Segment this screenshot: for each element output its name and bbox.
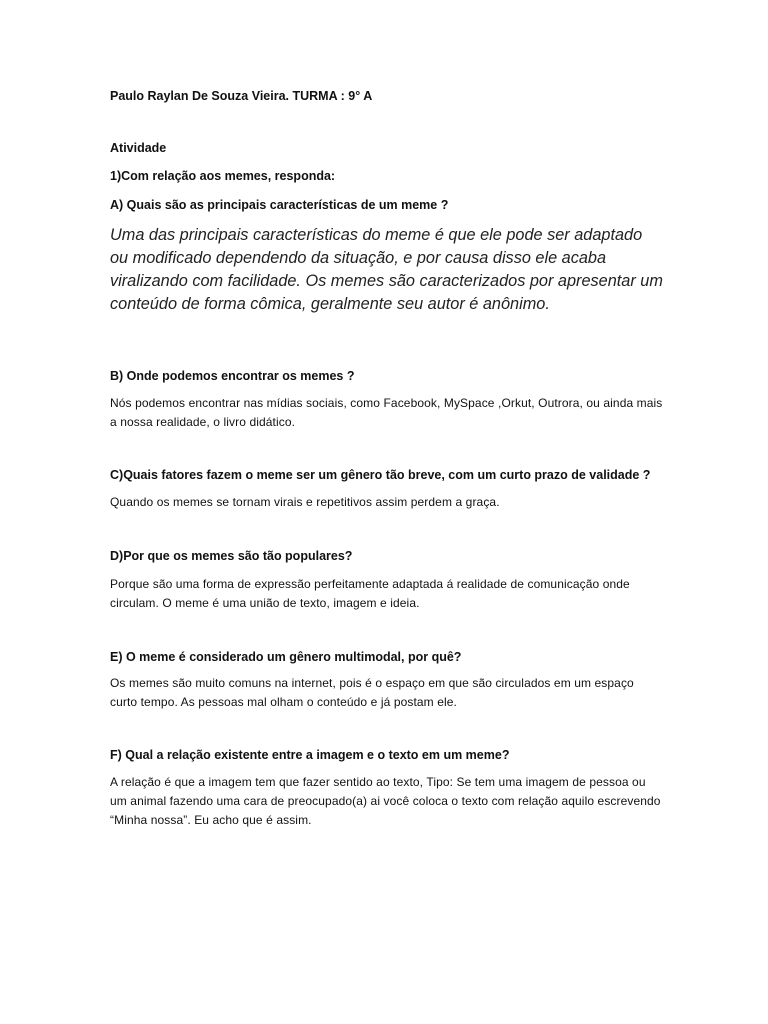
answer-f: A relação é que a imagem tem que fazer sentido ao texto, Tipo: Se tem uma imagem de pessoa ou um animal fazendo uma cara de preocupado(a) ai você coloca o texto com relação aquilo escrevendo “Minha nossa”. Eu acho que é assim. — [110, 775, 661, 827]
question-b: B) Onde podemos encontrar os memes ? — [110, 369, 355, 383]
activity-title: Atividade — [110, 141, 167, 155]
question-d: D)Por que os memes são tão populares? — [110, 549, 353, 563]
question-c: C)Quais fatores fazem o meme ser um gênero tão breve, com um curto prazo de validade ? — [110, 468, 651, 482]
author-line: Paulo Raylan De Souza Vieira. TURMA : 9° A — [110, 89, 373, 103]
answer-c: Quando os memes se tornam virais e repetitivos assim perdem a graça. — [110, 495, 500, 509]
question-e: E) O meme é considerado um gênero multimodal, por quê? — [110, 650, 462, 664]
answer-e: Os memes são muito comuns na internet, pois é o espaço em que são circulados em um espaço curto tempo. As pessoas mal olham o conteúdo e já postam ele. — [110, 676, 634, 709]
answer-a: Uma das principais características do meme é que ele pode ser adaptado ou modificado dependendo da situação, e por causa disso ele acaba viralizando com facilidade. Os memes são caracterizados por apresentar um conteúdo de forma cômica, geralmente seu autor é anônimo. — [110, 226, 663, 313]
question-a: A) Quais são as principais características de um meme ? — [110, 198, 449, 212]
answer-d: Porque são uma forma de expressão perfeitamente adaptada á realidade de comunicação onde circulam. O meme é uma união de texto, imagem e ideia. — [110, 577, 630, 610]
activity-instruction: 1)Com relação aos memes, responda: — [110, 169, 336, 183]
question-f: F) Qual a relação existente entre a imagem e o texto em um meme? — [110, 748, 510, 762]
answer-b: Nós podemos encontrar nas mídias sociais, como Facebook, MySpace ,Orkut, Outrora, ou ainda mais a nossa realidade, o livro didático. — [110, 396, 663, 429]
